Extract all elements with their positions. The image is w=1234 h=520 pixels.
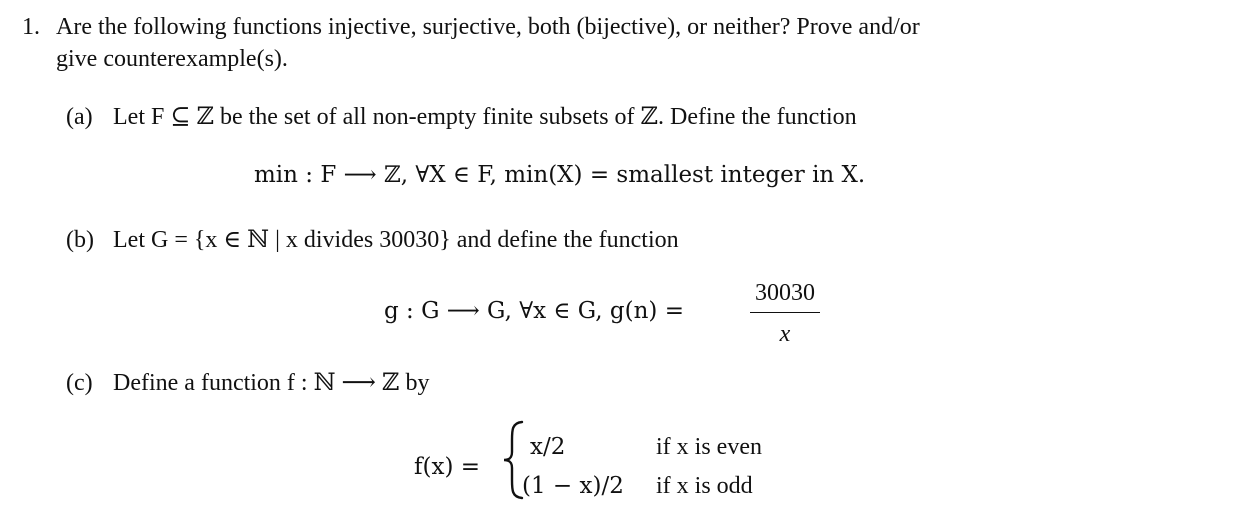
part-c-label: (c): [66, 370, 93, 396]
fraction-numerator: 30030: [755, 280, 815, 306]
case-2-condition: if x is odd: [656, 473, 753, 499]
problem-line-1: Are the following functions injective, surjective, both (bijective), or neither? Prove and/or: [56, 14, 920, 40]
case-1-condition: if x is even: [656, 434, 762, 460]
piecewise-lhs: f(x) =: [414, 454, 481, 480]
part-a-label: (a): [66, 104, 93, 130]
fraction-denominator: x: [779, 321, 791, 347]
problem-number: 1.: [22, 14, 40, 40]
part-b-text: Let G = {x ∈ ℕ | x divides 30030} and define the function: [113, 227, 679, 253]
part-b-formula: g : G ⟶ G, ∀x ∈ G, g(n) =: [384, 298, 684, 324]
fraction-bar: [750, 312, 820, 313]
part-c-text: Define a function f : ℕ ⟶ ℤ by: [113, 370, 430, 396]
part-a-formula: min : F ⟶ ℤ, ∀X ∈ F, min(X) = smallest integer in X.: [254, 162, 866, 188]
part-a-text: Let F ⊆ ℤ be the set of all non-empty finite subsets of ℤ. Define the function: [113, 104, 857, 130]
part-b-fraction: [750, 278, 820, 349]
case-1-expression: x/2: [530, 434, 566, 460]
case-2-expression: (1 − x)/2: [522, 473, 624, 499]
part-b-label: (b): [66, 227, 94, 253]
problem-line-2: give counterexample(s).: [56, 46, 288, 72]
